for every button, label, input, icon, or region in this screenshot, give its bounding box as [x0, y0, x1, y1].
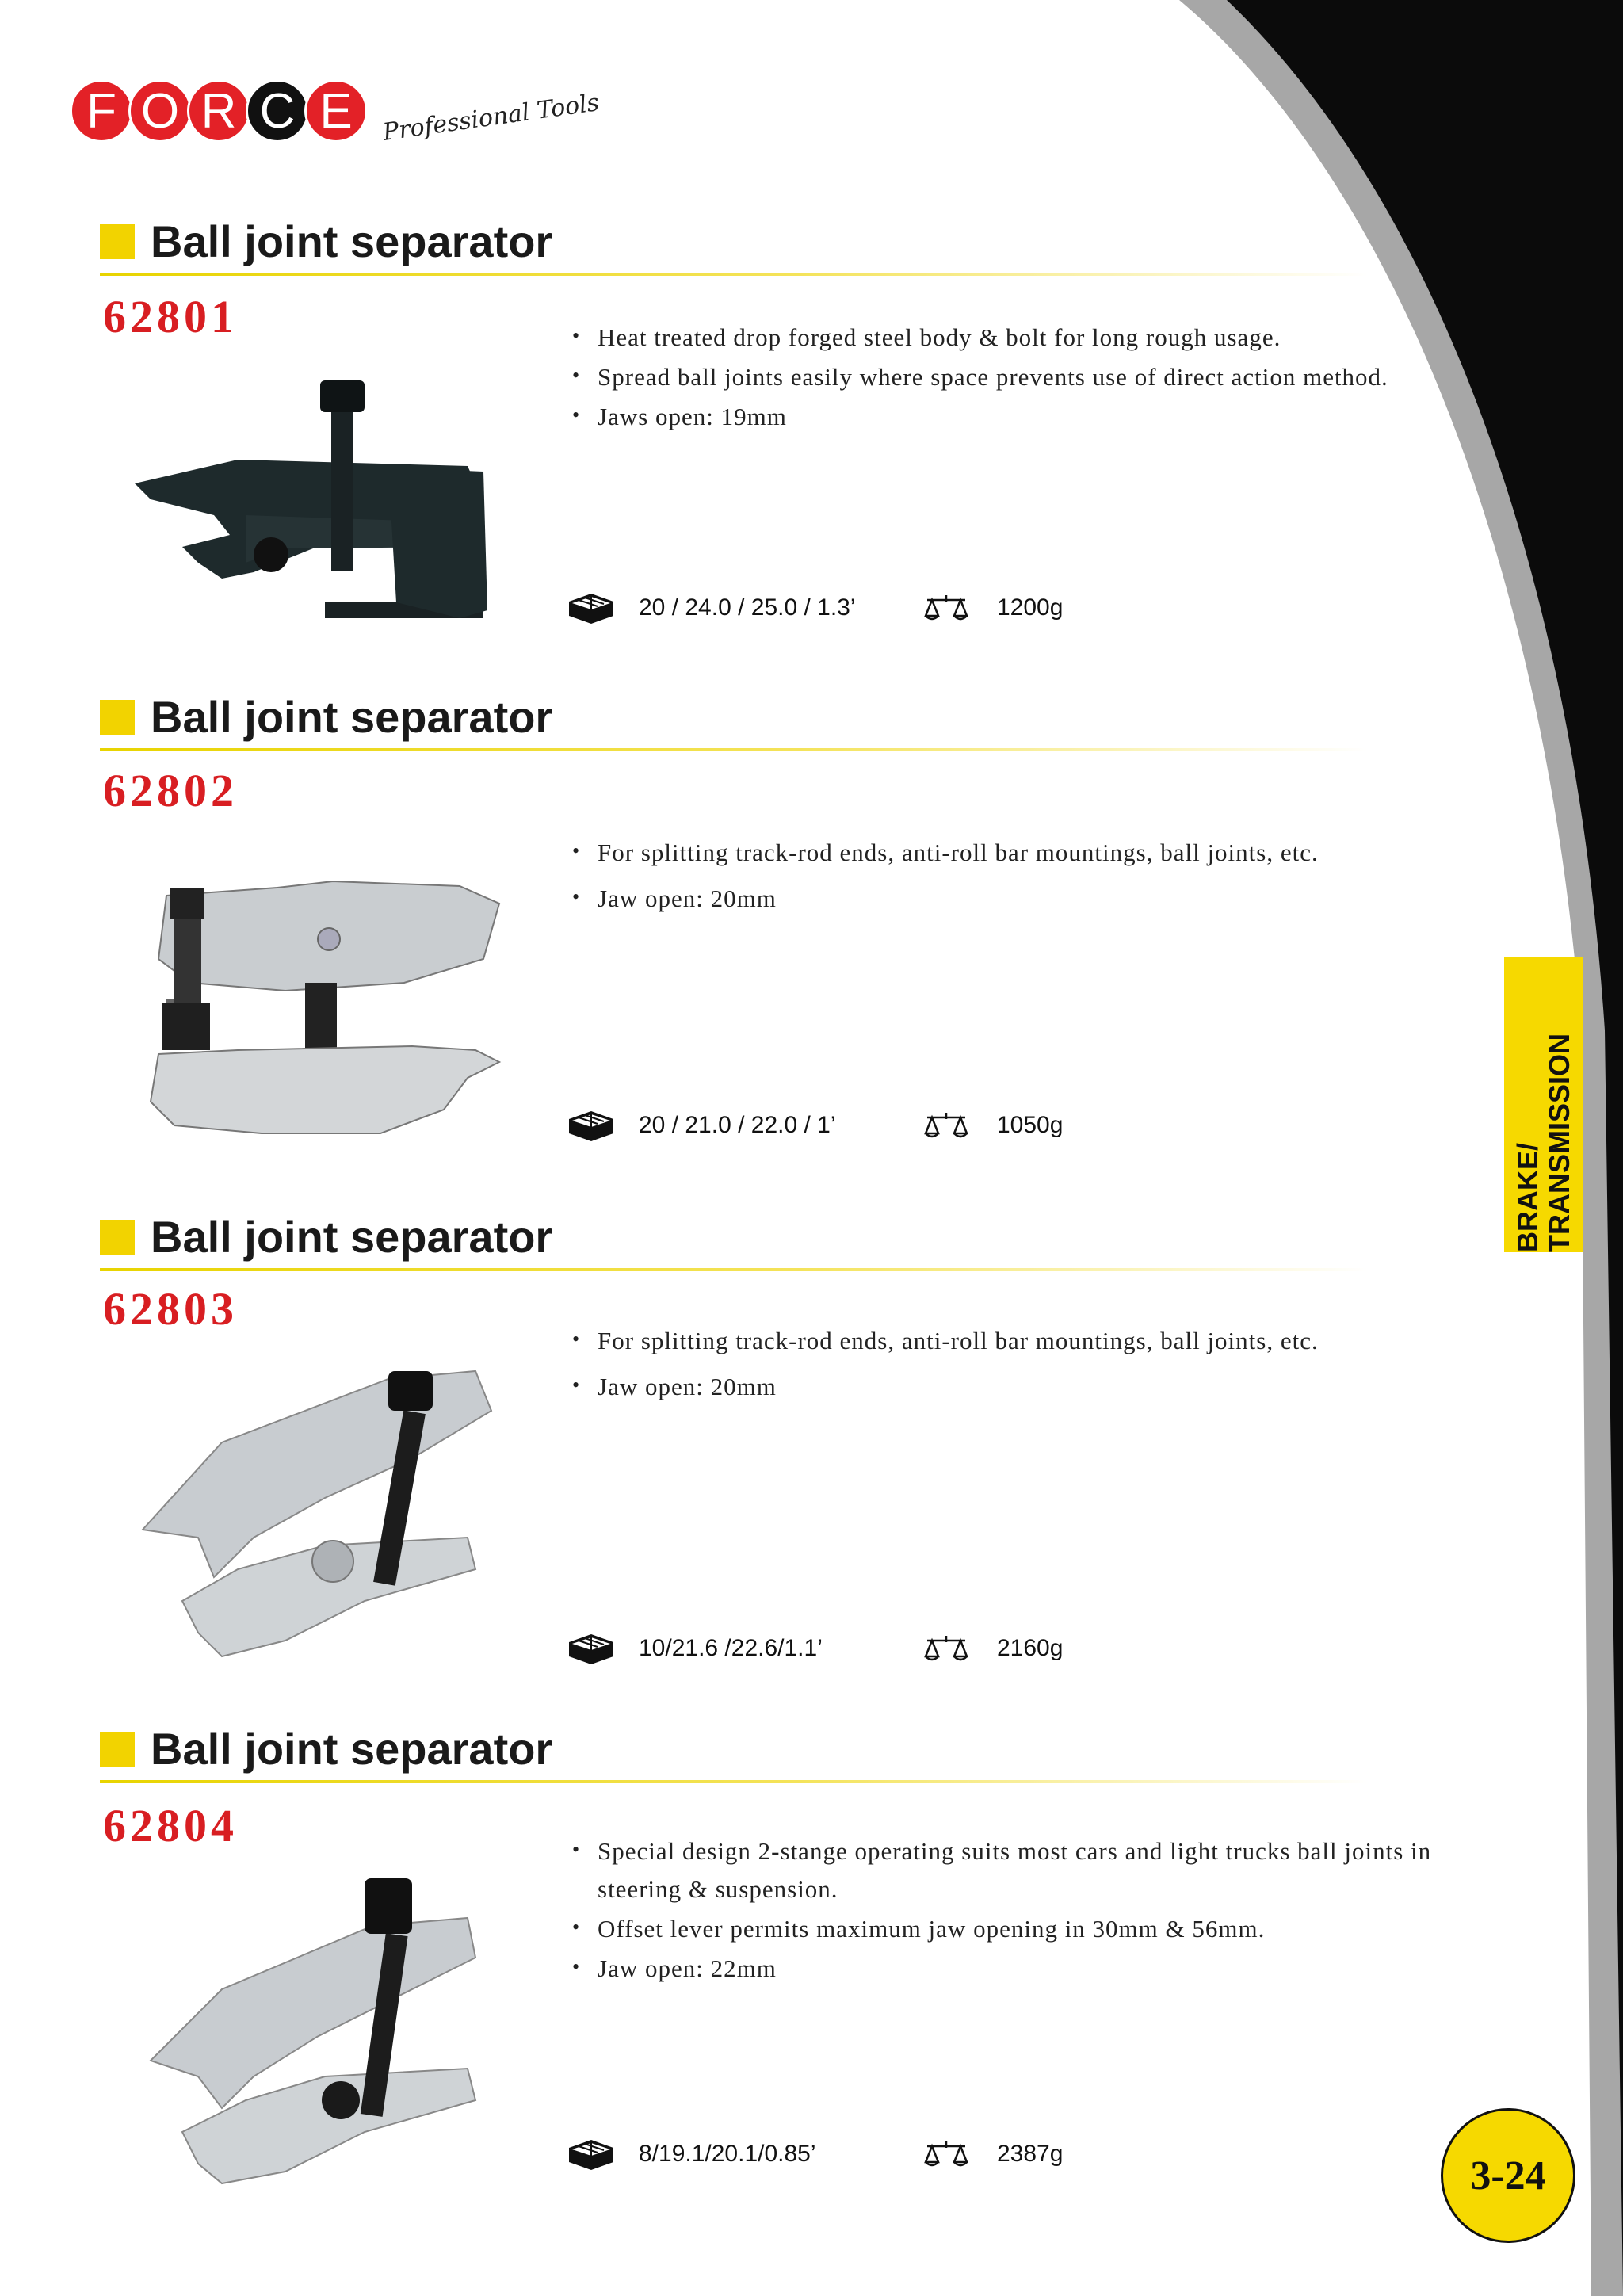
section-header-2: [100, 691, 552, 743]
feature-item: • Spread ball joints easily where space prevents use of direct action method.: [572, 363, 1388, 391]
product-image-62803: [127, 1339, 507, 1664]
logo-letter-e: E: [304, 79, 368, 143]
feature-item: • Jaw open: 20mm: [572, 1373, 777, 1400]
feature-item: • Heat treated drop forged steel body & bolt for long rough usage.: [572, 323, 1281, 351]
yellow-square-icon: [100, 224, 135, 259]
section-title: Ball joint separator: [151, 216, 553, 266]
logo-letter-c: C: [246, 79, 309, 143]
feature-item: • For splitting track-rod ends, anti-roll bar mountings, ball joints, etc.: [572, 1327, 1319, 1354]
packing-info: 20 / 24.0 / 25.0 / 1.3’: [639, 594, 856, 621]
scale-icon: [924, 1110, 968, 1141]
packing-info: 10/21.6 /22.6/1.1’: [639, 1635, 823, 1661]
logo-letter-o: O: [128, 79, 192, 143]
product-image-62804: [135, 1870, 499, 2187]
feature-item: • Special design 2-stange operating suits most cars and light trucks ball joints in steering & suspension.: [572, 1837, 1432, 1903]
feature-item: • Jaw open: 22mm: [572, 1954, 777, 1982]
feature-list: [572, 832, 1444, 918]
feature-list: [572, 1320, 1444, 1406]
feature-list: [572, 1831, 1444, 1988]
page-number-badge: [1441, 2108, 1575, 2243]
page-number: 3-24: [1470, 2153, 1546, 2199]
category-side-tab: [1504, 957, 1583, 1252]
weight-info: 2160g: [997, 1635, 1064, 1661]
carton-box-icon: [567, 2137, 615, 2172]
section-rule: [100, 1268, 1368, 1271]
scale-icon: [924, 1633, 968, 1664]
spec-row: [567, 590, 1063, 625]
section-header-1: [100, 216, 552, 267]
yellow-square-icon: [100, 1220, 135, 1255]
section-header-4: [100, 1723, 552, 1775]
logo-letter-f: F: [70, 79, 133, 143]
section-title: Ball joint separator: [151, 1212, 553, 1262]
category-label-line1: BRAKE/: [1511, 1142, 1544, 1252]
product-code: 62801: [103, 291, 238, 342]
spec-row: [567, 1108, 1063, 1143]
scale-icon: [924, 2138, 968, 2170]
product-code: 62804: [103, 1800, 238, 1851]
packing-info: 20 / 21.0 / 22.0 / 1’: [639, 1112, 836, 1138]
yellow-square-icon: [100, 1732, 135, 1767]
spec-row: [567, 2137, 1063, 2172]
spec-row: [567, 1631, 1063, 1666]
section-title: Ball joint separator: [151, 1724, 553, 1774]
brand-logo: [70, 73, 600, 149]
weight-info: 2387g: [997, 2141, 1064, 2167]
yellow-square-icon: [100, 700, 135, 735]
section-rule: [100, 1780, 1368, 1783]
scale-icon: [924, 592, 968, 624]
section-header-3: [100, 1211, 552, 1263]
carton-box-icon: [567, 1108, 615, 1143]
product-image-62802: [143, 872, 507, 1149]
weight-info: 1050g: [997, 1112, 1064, 1138]
feature-item: • For splitting track-rod ends, anti-roll bar mountings, ball joints, etc.: [572, 839, 1319, 866]
logo-tagline: Professional Tools: [380, 88, 601, 147]
category-label: [1512, 957, 1575, 1252]
carton-box-icon: [567, 590, 615, 625]
logo-letter-r: R: [187, 79, 250, 143]
feature-list: [572, 317, 1444, 436]
section-rule: [100, 273, 1368, 276]
carton-box-icon: [567, 1631, 615, 1666]
product-code: 62802: [103, 765, 238, 816]
category-label-line2: TRANSMISSION: [1543, 1033, 1575, 1252]
feature-item: • Jaw open: 20mm: [572, 884, 777, 912]
weight-info: 1200g: [997, 594, 1064, 621]
product-code: 62803: [103, 1283, 238, 1335]
product-image-62801: [127, 365, 507, 626]
feature-item: • Offset lever permits maximum jaw opening in 30mm & 56mm.: [572, 1915, 1266, 1943]
packing-info: 8/19.1/20.1/0.85’: [639, 2141, 816, 2167]
section-title: Ball joint separator: [151, 692, 553, 742]
section-rule: [100, 748, 1368, 751]
feature-item: • Jaws open: 19mm: [572, 403, 787, 430]
